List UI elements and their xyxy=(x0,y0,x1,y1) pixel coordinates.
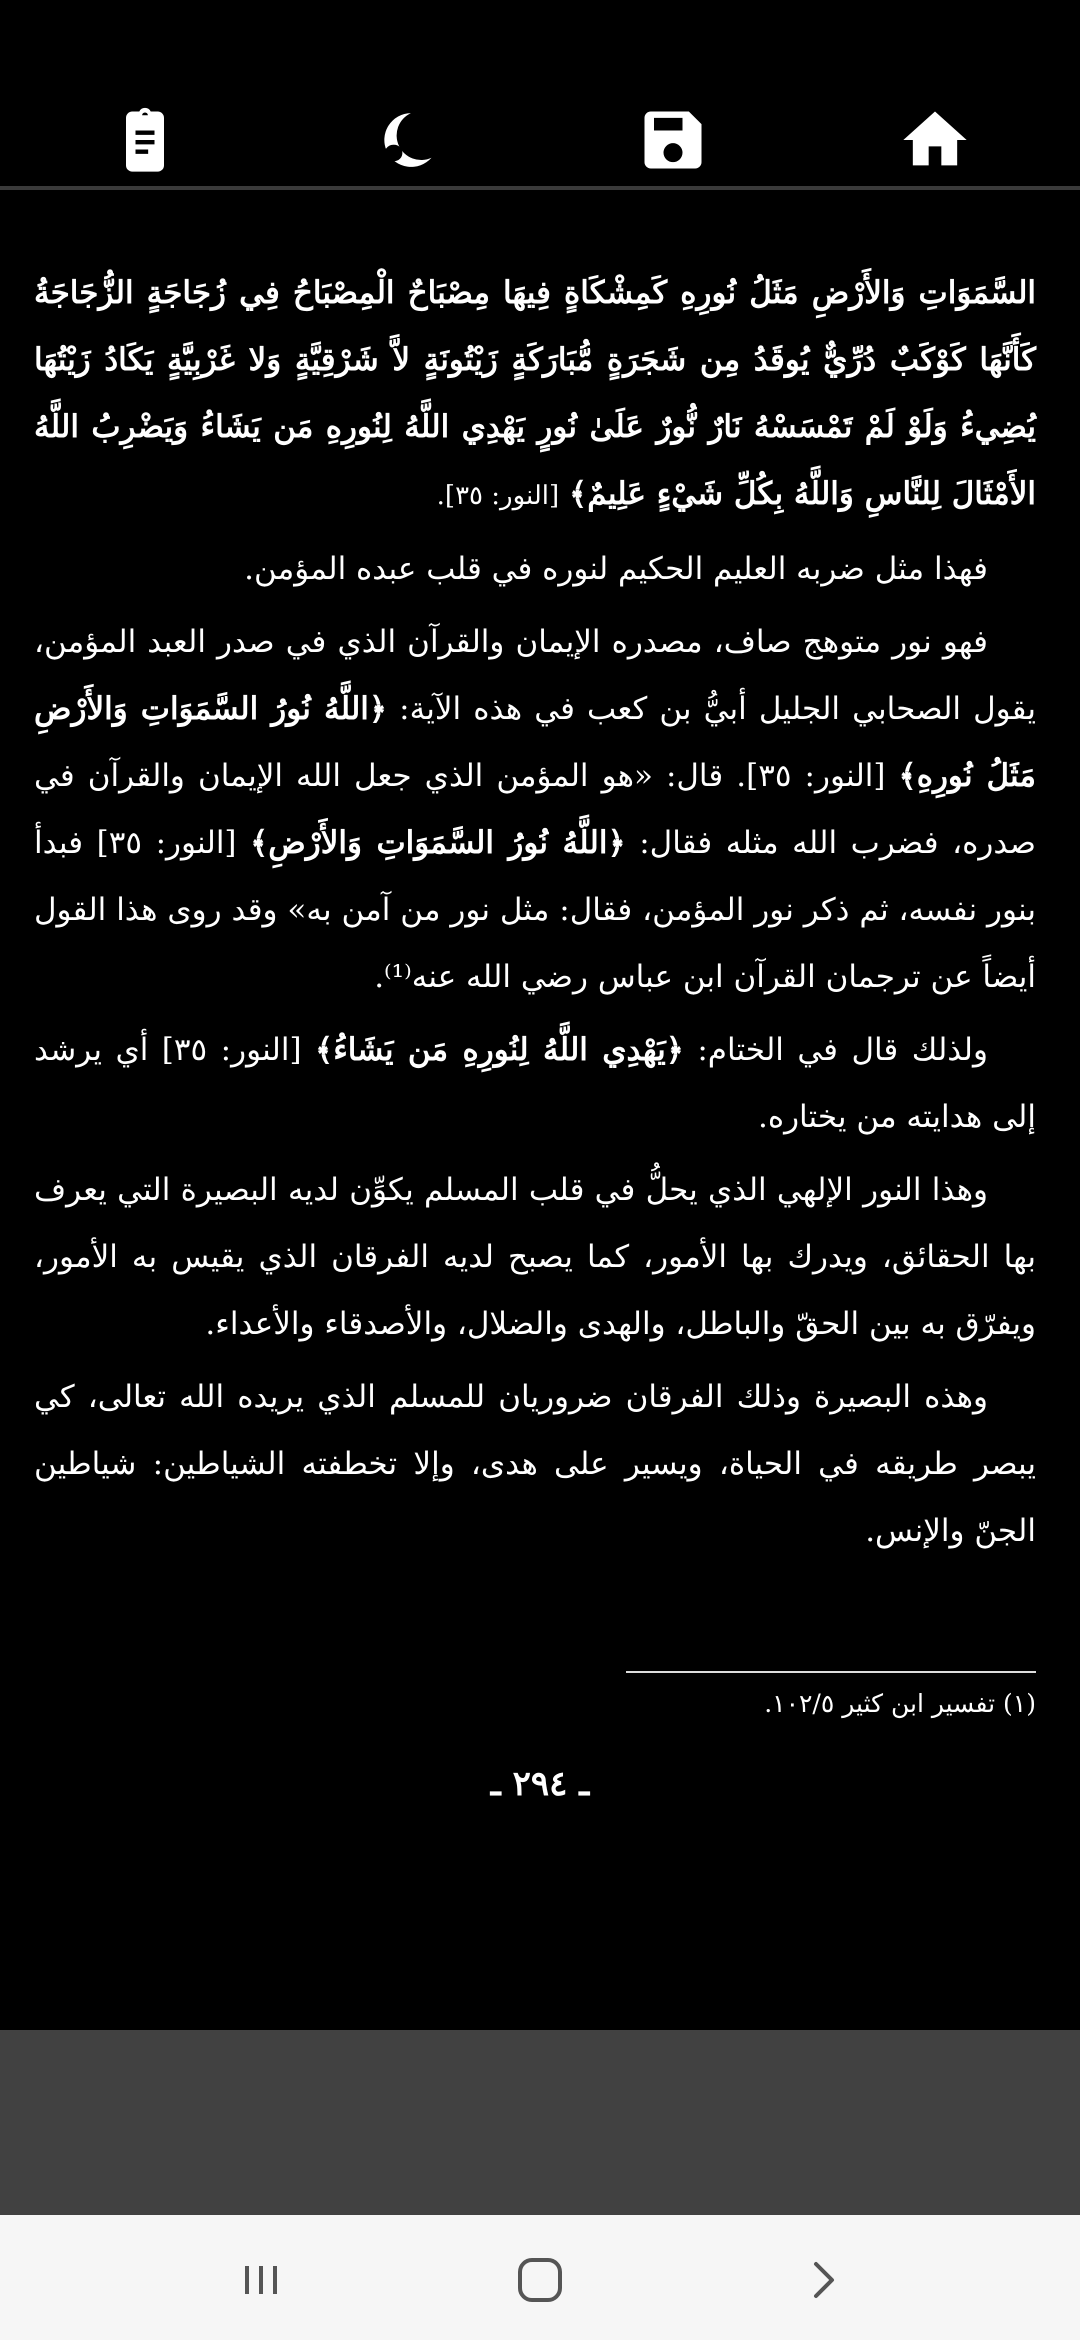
page-text xyxy=(34,260,1036,1571)
quran-verse: السَّمَوَاتِ وَالأَرْضِ مَثَلُ نُورِهِ كَمِشْكَاةٍ فِيهَا مِصْبَاحٌ الْمِصْبَاحُ فِي زُجَاجَةٍ الزُّجَاجَةُ كَأَنَّهَا كَوْكَبٌ دُرِّيٌّ يُوقَدُ مِن شَجَرَةٍ مُّبَارَكَةٍ زَيْتُونَةٍ لاَّ شَرْقِيَّةٍ وَلا غَرْبِيَّةٍ يَكَادُ زَيْتُهَا يُضِيءُ وَلَوْ لَمْ تَمْسَسْهُ نَارٌ نُّورٌ عَلَىٰ نُورٍ يَهْدِي اللَّهُ لِنُورِهِ مَن يَشَاءُ وَيَضْرِبُ اللَّهُ الأَمْثَالَ لِلنَّاسِ وَاللَّهُ بِكُلِّ شَيْءٍ عَلِيمٌ﴾ xyxy=(34,275,1036,512)
paragraph-3 xyxy=(34,1017,1036,1151)
recent-apps-icon[interactable] xyxy=(216,2235,306,2325)
moon-night-mode-icon[interactable] xyxy=(358,95,448,185)
book-page xyxy=(0,194,1080,2030)
paragraph-2-part-a: فهو نور متوهج صاف، مصدره الإيمان والقرآن الذي في صدر العبد المؤمن، يقول الصحابي الجليل أبيُّ بن كعب في هذه الآية: xyxy=(34,624,1036,727)
paragraph-5: وهذه البصيرة وذلك الفرقان ضروريان للمسلم الذي يريده الله تعالى، كي يبصر طريقه في الحياة، ويسير على هدى، وإلا تخطفته الشياطين: شياطين الجنّ والإنس. xyxy=(34,1379,1036,1549)
paragraph-2-part-b: [النور: ٣٥]. قال: «هو المؤمن الذي جعل الله الإيمان والقرآن في صدره، فضرب الله مثله فقال: xyxy=(34,758,1036,861)
system-navigation-bar xyxy=(0,2215,1080,2340)
paragraph-3-part-a: ولذلك قال في الختام: xyxy=(683,1032,988,1068)
footnote-divider xyxy=(626,1671,1036,1673)
paragraph-3-part-b: [النور: ٣٥] أي يرشد إلى هدايته من يختاره. xyxy=(34,1032,1036,1135)
home-circle-icon[interactable] xyxy=(495,2235,585,2325)
paragraph-2-part-c: [النور: ٣٥] فبدأ بنور نفسه، ثم ذكر نور المؤمن، فقال: مثل نور من آمن به» وقد روى هذا القول أيضاً عن ترجمان القرآن ابن عباس رضي الله عنه⁽¹⁾. xyxy=(34,825,1036,995)
footnote: (١) تفسير ابن كثير ١٠٢/٥. xyxy=(764,1689,1036,1718)
verse-reference: [النور: ٣٥]. xyxy=(436,481,560,511)
paragraph-1: فهذا مثل ضربه العليم الحكيم لنوره في قلب عبده المؤمن. xyxy=(244,551,988,587)
verse-paragraph xyxy=(34,260,1036,530)
save-floppy-icon[interactable] xyxy=(628,95,718,185)
quran-quote-3: ﴿يَهْدِي اللَّهُ لِنُورِهِ مَن يَشَاءُ﴾ xyxy=(315,1032,684,1068)
clipboard-list-icon[interactable] xyxy=(100,95,190,185)
quran-quote-2: ﴿اللَّهُ نُورُ السَّمَوَاتِ وَالأَرْضِ﴾ xyxy=(250,825,626,861)
bottom-empty-area xyxy=(0,2030,1080,2215)
paragraph-4: وهذا النور الإلهي الذي يحلُّ في قلب المسلم يكوِّن لديه البصيرة التي يعرف بها الحقائق، ويدرك بها الأمور، كما يصبح لديه الفرقان الذي يقيس به الأمور، ويفرّق به بين الحقّ والباطل، والهدى والضلال، والأصدقاء والأعداء. xyxy=(34,1172,1036,1342)
top-toolbar xyxy=(0,0,1080,190)
page-number: ـ ٢٩٤ ـ xyxy=(490,1764,590,1804)
paragraph-2 xyxy=(34,609,1036,1011)
back-chevron-icon[interactable] xyxy=(778,2235,868,2325)
quran-quote-1: ﴿اللَّهُ نُورُ السَّمَوَاتِ وَالأَرْضِ مَثَلُ نُورِهِ﴾ xyxy=(34,691,1036,794)
home-icon[interactable] xyxy=(890,95,980,185)
